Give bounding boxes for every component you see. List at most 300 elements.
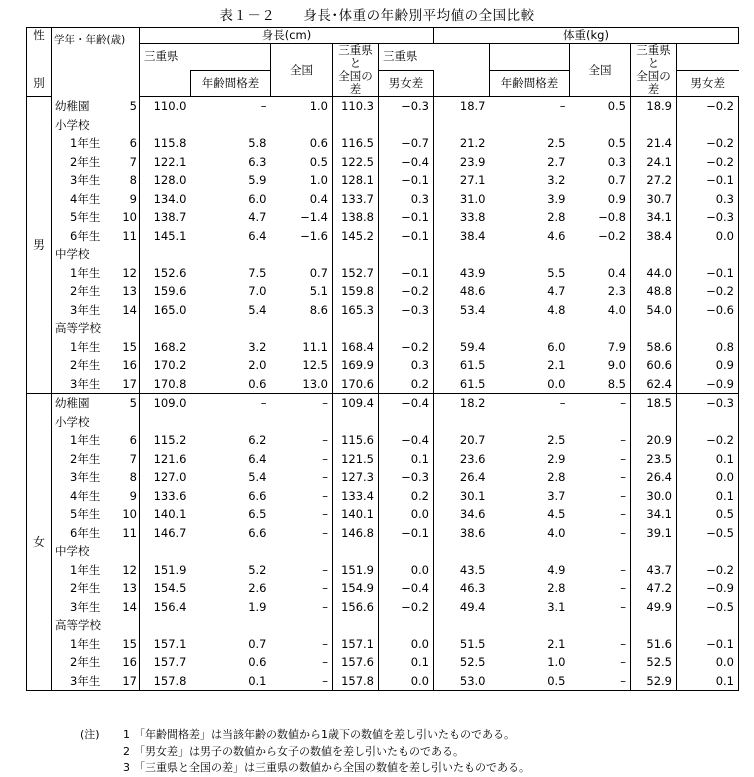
height-mie-value: 165.0	[140, 301, 191, 320]
weight-mie-value: 49.4	[434, 598, 490, 617]
height-mie-value: 140.1	[140, 505, 191, 524]
height-age-diff-value	[191, 116, 271, 135]
height-mie-vs-national-value	[379, 616, 434, 635]
row-age: 12	[122, 265, 137, 280]
height-mie-vs-national-value: −0.2	[379, 598, 434, 617]
weight-age-diff-value: 2.8	[547, 470, 566, 484]
height-mie-value: 157.8	[140, 672, 191, 691]
weight-mie-value: 61.5	[434, 375, 490, 394]
height-national-value: 159.8	[333, 282, 379, 301]
notes-head: (注)	[80, 728, 100, 741]
height-mie-value: 109.0	[140, 394, 191, 413]
row-age: 6	[129, 433, 137, 447]
weight-mie-vs-national-value: 0.9	[677, 356, 739, 375]
height-mie-value: 110.0	[140, 97, 191, 116]
weight-national-value: 47.2	[631, 579, 677, 598]
height-mie-value: 134.0	[140, 190, 191, 209]
height-sex-diff-value: 0.6	[309, 136, 328, 150]
height-age-diff-header: 年齢間格差	[191, 70, 271, 97]
height-sex-diff-value: 13.0	[271, 375, 333, 394]
weight-mie-value: 31.0	[434, 190, 490, 209]
weight-mie-value: 27.1	[434, 171, 490, 190]
weight-mie-vs-national-value: −0.1	[677, 171, 739, 190]
height-sex-diff-value	[271, 245, 333, 264]
height-national-value: 157.8	[333, 672, 379, 691]
weight-mie-value: 43.9	[434, 264, 490, 283]
row-label: 2年生	[52, 282, 114, 301]
weight-national-value: 34.1	[631, 505, 677, 524]
table-row	[27, 394, 739, 413]
weight-mie-vs-national-value: −0.2	[677, 282, 739, 301]
height-national-value: 157.1	[333, 635, 379, 654]
height-sex-diff-value: –	[322, 581, 328, 595]
row-label: 5年生	[52, 208, 114, 227]
table-row	[27, 450, 739, 469]
weight-mie-value: 46.3	[434, 579, 490, 598]
height-age-diff-value: 1.9	[248, 599, 267, 614]
row-label: 3年生	[52, 598, 114, 617]
height-age-diff-value: –	[191, 394, 271, 413]
height-sex-diff-header: 男女差	[379, 70, 434, 97]
row-label: 1年生	[52, 264, 114, 283]
weight-age-diff-value	[490, 116, 570, 135]
weight-mie-value: 53.0	[434, 672, 490, 691]
height-age-diff-value: 0.6	[248, 655, 267, 669]
weight-sex-diff-value: –	[570, 672, 631, 691]
row-label: 幼稚園	[52, 97, 114, 116]
height-mie-value: 151.9	[140, 561, 191, 580]
height-mie-vs-national-value: −0.4	[379, 394, 434, 413]
weight-mie-value	[434, 413, 490, 432]
weight-national-value: 52.5	[631, 653, 677, 672]
height-mie-value	[140, 616, 191, 635]
height-mie-vs-national-value	[379, 542, 434, 561]
height-mie-value: 145.1	[140, 227, 191, 246]
weight-sex-diff-value: 0.9	[607, 191, 626, 206]
weight-national-value: 38.4	[631, 227, 677, 246]
weight-national-value: 30.0	[631, 487, 677, 506]
row-label: 高等学校	[52, 319, 114, 338]
row-age: 17	[114, 672, 140, 691]
weight-mie-value: 53.4	[434, 301, 490, 320]
height-mie-value	[140, 542, 191, 561]
height-national-value	[333, 116, 379, 135]
weight-sex-diff-value: –	[620, 655, 626, 669]
weight-sex-diff-value: –	[570, 394, 631, 413]
height-age-diff-value: 2.6	[248, 581, 267, 595]
weight-mie-vs-national-header	[631, 44, 677, 97]
height-age-diff-value: 5.4	[248, 302, 267, 317]
weight-sex-diff-value: −0.8	[598, 210, 626, 224]
height-mie-value: 170.8	[140, 375, 191, 394]
weight-sex-diff-header: 男女差	[677, 70, 739, 97]
table-row	[27, 338, 739, 357]
weight-national-value: 27.2	[631, 171, 677, 190]
weight-age-diff-value: 2.1	[547, 358, 566, 372]
height-mie-value: 152.6	[140, 264, 191, 283]
height-mie-value	[140, 319, 191, 338]
weight-mie-value: 18.2	[434, 394, 490, 413]
note-text: 「男女差」は男子の数値から女子の数値を差し引いたものである。	[134, 744, 464, 758]
height-mie-value: 138.7	[140, 208, 191, 227]
weight-mie-value: 52.5	[434, 653, 490, 672]
table-row	[27, 97, 739, 116]
height-national-value: 116.5	[333, 134, 379, 153]
height-national-value: 151.9	[333, 561, 379, 580]
weight-age-diff-value: 2.8	[547, 210, 566, 224]
weight-mie-vs-national-value: −0.1	[677, 635, 739, 654]
weight-mie-value: 30.1	[434, 487, 490, 506]
height-mie-value: 168.2	[140, 338, 191, 357]
table-row	[27, 319, 739, 338]
weight-mie-value	[434, 542, 490, 561]
row-label: 1年生	[52, 134, 114, 153]
weight-national-value	[631, 616, 677, 635]
weight-national-value: 60.6	[631, 356, 677, 375]
height-sex-diff-value: –	[322, 655, 328, 669]
height-sex-diff-value: 8.6	[309, 302, 328, 317]
weight-national-value	[631, 245, 677, 264]
row-age: 16	[122, 655, 137, 669]
height-mie-value: 156.4	[140, 598, 191, 617]
table-row	[27, 468, 739, 487]
weight-mie-vs-national-value: −0.5	[677, 598, 739, 617]
row-label: 1年生	[52, 561, 114, 580]
weight-sex-diff-value	[570, 116, 631, 135]
height-sex-diff-value: –	[322, 562, 328, 577]
height-national-value	[333, 616, 379, 635]
note-line-2	[80, 744, 530, 761]
height-national-value: 109.4	[333, 394, 379, 413]
weight-mie-header: 三重県	[379, 44, 490, 71]
height-mie-vs-national-value: 0.1	[379, 450, 434, 469]
row-age: 10	[122, 507, 137, 521]
weight-mie-vs-national-value: −0.9	[677, 579, 739, 598]
row-label: 2年生	[52, 450, 114, 469]
height-age-diff-value: 6.6	[248, 525, 267, 540]
row-label: 3年生	[52, 468, 114, 487]
height-age-diff-value	[191, 413, 271, 432]
weight-mie-vs-national-value: 0.0	[677, 227, 739, 246]
weight-age-diff-value: 5.5	[547, 265, 566, 280]
row-age: 7	[129, 451, 137, 466]
note-text: 「年齢間格差」は当該年齢の数値から1歳下の数値を差し引いたものである。	[134, 728, 515, 741]
table-row	[27, 672, 739, 691]
weight-group-header: 体重(kg)	[434, 28, 739, 44]
height-sex-diff-value: −1.6	[300, 228, 328, 243]
weight-sex-diff-value: 2.3	[607, 284, 626, 298]
row-label: 2年生	[52, 579, 114, 598]
row-label: 4年生	[52, 487, 114, 506]
row-age	[114, 616, 140, 635]
table-row	[27, 375, 739, 394]
row-age	[114, 116, 140, 135]
sex-header-bottom: 別	[27, 70, 52, 97]
weight-mie-vs-national-value	[677, 616, 739, 635]
height-mie-value	[140, 116, 191, 135]
height-national-value: 140.1	[333, 505, 379, 524]
weight-age-diff-value: 3.2	[547, 173, 566, 187]
height-sex-diff-value	[271, 116, 333, 135]
weight-mie-value: 43.5	[434, 561, 490, 580]
table-row	[27, 153, 739, 172]
weight-mie-value: 21.2	[434, 134, 490, 153]
height-sex-diff-value: –	[271, 672, 333, 691]
weight-mie-vs-national-value: −0.5	[677, 524, 739, 543]
height-age-diff-value: 3.2	[248, 339, 267, 354]
height-sex-diff-value	[271, 413, 333, 432]
weight-sex-diff-value	[570, 413, 631, 432]
row-age: 14	[122, 599, 137, 614]
height-mie-vs-national-value: 0.0	[379, 561, 434, 580]
height-mie-value: 146.7	[140, 524, 191, 543]
weight-mie-value: 51.5	[434, 635, 490, 654]
weight-mie-vs-national-value: −0.6	[677, 301, 739, 320]
weight-mie-vs-national-value: −0.9	[677, 375, 739, 394]
notes-block	[80, 727, 530, 777]
weight-age-diff-header: 年齢間格差	[490, 70, 570, 97]
height-mie-value: 157.1	[140, 635, 191, 654]
row-age: 17	[114, 375, 140, 394]
weight-age-diff-value: 2.8	[547, 581, 566, 595]
height-age-diff-value: 5.8	[248, 136, 267, 150]
header-line: 三重県と	[636, 43, 671, 70]
height-sex-diff-value: –	[322, 451, 328, 466]
weight-national-value	[631, 413, 677, 432]
height-sex-diff-value: –	[322, 525, 328, 540]
table-row	[27, 356, 739, 375]
weight-mie-vs-national-value: −0.2	[677, 431, 739, 450]
height-sex-diff-value: –	[271, 394, 333, 413]
row-label: 3年生	[52, 301, 114, 320]
weight-mie-value: 23.9	[434, 153, 490, 172]
height-mie-header: 三重県	[140, 44, 271, 71]
weight-national-value: 18.9	[631, 97, 677, 116]
note-number: 2	[123, 744, 130, 758]
weight-mie-value: 18.7	[434, 97, 490, 116]
height-mie-vs-national-value	[379, 413, 434, 432]
height-mie-vs-national-value: −0.1	[379, 524, 434, 543]
weight-mie-vs-national-value: 0.5	[677, 505, 739, 524]
weight-sex-diff-value: 0.7	[607, 173, 626, 187]
row-label: 小学校	[52, 413, 114, 432]
height-age-diff-value: 6.3	[248, 154, 267, 169]
row-age: 12	[122, 562, 137, 577]
row-label: 2年生	[52, 153, 114, 172]
row-label: 3年生	[52, 375, 114, 394]
weight-age-diff-value: –	[490, 394, 570, 413]
height-sex-diff-value: −1.4	[300, 210, 328, 224]
table-row	[27, 208, 739, 227]
height-sex-diff-value	[271, 319, 333, 338]
row-age: 6	[129, 136, 137, 150]
row-age	[114, 413, 140, 432]
row-age	[114, 245, 140, 264]
weight-mie-vs-national-value: −0.3	[677, 208, 739, 227]
weight-sex-diff-value: –	[620, 451, 626, 466]
weight-sex-diff-value: –	[620, 507, 626, 521]
weight-national-value: 39.1	[631, 524, 677, 543]
height-age-diff-value: 5.2	[248, 562, 267, 577]
row-label: 5年生	[52, 505, 114, 524]
height-mie-vs-national-value: 0.2	[379, 487, 434, 506]
row-age: 9	[129, 488, 137, 503]
height-mie-vs-national-value: 0.3	[379, 356, 434, 375]
height-age-diff-value: –	[260, 99, 267, 113]
row-label: 中学校	[52, 542, 114, 561]
header-line: 全国の差	[636, 69, 671, 96]
row-age: 13	[122, 581, 137, 595]
row-age: 9	[129, 191, 137, 206]
table-row	[27, 264, 739, 283]
weight-sex-diff-value	[570, 245, 631, 264]
height-mie-spacer	[140, 70, 191, 97]
row-age: 5	[129, 98, 137, 113]
weight-mie-vs-national-value: −0.2	[677, 97, 739, 116]
height-age-diff-value: 6.0	[248, 191, 267, 206]
height-national-value	[333, 245, 379, 264]
sex-header-spacer	[27, 44, 52, 71]
weight-sex-diff-value: 0.5	[607, 99, 626, 113]
height-mie-vs-national-value: −0.4	[379, 431, 434, 450]
weight-mie-vs-national-value	[677, 319, 739, 338]
table-title: 表１－２ 身長･体重の年齢別平均値の全国比較	[219, 8, 535, 24]
table-row	[27, 487, 739, 506]
height-national-value: 154.9	[333, 579, 379, 598]
weight-age-diff-value: 6.0	[547, 339, 566, 354]
height-sex-diff-value: –	[322, 636, 328, 651]
table-row	[27, 413, 739, 432]
height-national-value: 122.5	[333, 153, 379, 172]
weight-age-diff-value: 4.7	[547, 284, 566, 298]
height-mie-vs-national-value: −0.2	[379, 338, 434, 357]
height-national-value: 133.4	[333, 487, 379, 506]
height-national-value	[333, 542, 379, 561]
weight-mie-value: 38.6	[434, 524, 490, 543]
weight-mie-vs-national-value	[677, 116, 739, 135]
weight-sex-diff-value	[570, 616, 631, 635]
height-sex-diff-value: 0.4	[309, 191, 328, 206]
height-mie-value: 133.6	[140, 487, 191, 506]
row-age: 11	[122, 525, 137, 540]
height-mie-vs-national-value: 0.2	[379, 375, 434, 394]
row-label: 1年生	[52, 338, 114, 357]
row-label: 高等学校	[52, 616, 114, 635]
weight-age-diff-value: 2.7	[547, 154, 566, 169]
height-age-diff-value: 6.4	[248, 228, 267, 243]
grade-age-header: 学年・年齢(歳)	[52, 28, 140, 97]
weight-sex-diff-value	[570, 542, 631, 561]
row-age: 15	[122, 339, 137, 354]
weight-sex-diff-value: 7.9	[607, 339, 626, 354]
table-row	[27, 561, 739, 580]
height-sex-diff-value: 12.5	[302, 358, 328, 372]
height-sex-diff-value: 1.0	[309, 99, 328, 113]
height-national-value: 146.8	[333, 524, 379, 543]
table-row	[27, 542, 739, 561]
height-national-value: 138.8	[333, 208, 379, 227]
height-national-value: 170.6	[333, 375, 379, 394]
row-label: 2年生	[52, 653, 114, 672]
weight-age-diff-value: 2.5	[547, 433, 566, 447]
height-mie-value	[140, 245, 191, 264]
table-row	[27, 524, 739, 543]
weight-national-value: 58.6	[631, 338, 677, 357]
row-label: 1年生	[52, 431, 114, 450]
table-row	[27, 505, 739, 524]
weight-age-diff-value: 4.8	[547, 302, 566, 317]
sex-header-top: 性	[27, 28, 52, 44]
header-line: 三重県と	[338, 43, 373, 70]
height-mie-value: 170.2	[140, 356, 191, 375]
height-age-diff-value	[191, 319, 271, 338]
table-row	[27, 282, 739, 301]
height-sex-diff-value: 5.1	[309, 284, 328, 298]
weight-mie-value	[434, 616, 490, 635]
height-national-value: 115.6	[333, 431, 379, 450]
row-age	[114, 542, 140, 561]
weight-sex-diff-value: –	[620, 525, 626, 540]
weight-mie-value	[434, 319, 490, 338]
table-row	[27, 598, 739, 617]
weight-mie-value	[434, 116, 490, 135]
height-mie-vs-national-value: 0.3	[379, 190, 434, 209]
row-age: 14	[122, 302, 137, 317]
height-mie-value: 154.5	[140, 579, 191, 598]
table-row	[27, 171, 739, 190]
height-sex-diff-value: 0.7	[309, 265, 328, 280]
row-age: 15	[122, 636, 137, 651]
height-mie-vs-national-value: −0.7	[379, 134, 434, 153]
weight-mie-value: 48.6	[434, 282, 490, 301]
weight-sex-diff-value	[570, 319, 631, 338]
weight-national-value: 43.7	[631, 561, 677, 580]
weight-national-value: 26.4	[631, 468, 677, 487]
weight-national-value: 62.4	[631, 375, 677, 394]
height-national-value: 168.4	[333, 338, 379, 357]
height-mie-vs-national-value	[379, 245, 434, 264]
row-label: 小学校	[52, 116, 114, 135]
height-mie-vs-national-value: −0.1	[379, 208, 434, 227]
height-age-diff-value: 6.5	[248, 507, 267, 521]
weight-sex-diff-value: 4.0	[607, 302, 626, 317]
weight-age-diff-value: 4.9	[547, 562, 566, 577]
weight-national-value	[631, 319, 677, 338]
table-row	[27, 431, 739, 450]
height-age-diff-value	[191, 245, 271, 264]
weight-age-diff-value: –	[559, 99, 566, 113]
row-age: 16	[122, 358, 137, 372]
height-sex-diff-value: –	[322, 488, 328, 503]
weight-national-value: 44.0	[631, 264, 677, 283]
weight-age-diff-value: 4.6	[547, 228, 566, 243]
height-sex-diff-value: –	[322, 470, 328, 484]
height-age-diff-value: 0.7	[248, 636, 267, 651]
weight-mie-value: 26.4	[434, 468, 490, 487]
weight-mie-value: 59.4	[434, 338, 490, 357]
weight-sex-diff-value: –	[620, 433, 626, 447]
height-sex-diff-value: 0.5	[309, 154, 328, 169]
height-sex-diff-value: –	[322, 507, 328, 521]
height-national-value: 110.3	[333, 97, 379, 116]
row-age: 8	[129, 470, 137, 484]
weight-sex-diff-value: –	[620, 581, 626, 595]
row-label: 3年生	[52, 672, 114, 691]
weight-national-value: 48.8	[631, 282, 677, 301]
weight-mie-value: 20.7	[434, 431, 490, 450]
weight-national-value: 51.6	[631, 635, 677, 654]
height-mie-vs-national-value: −0.3	[379, 468, 434, 487]
